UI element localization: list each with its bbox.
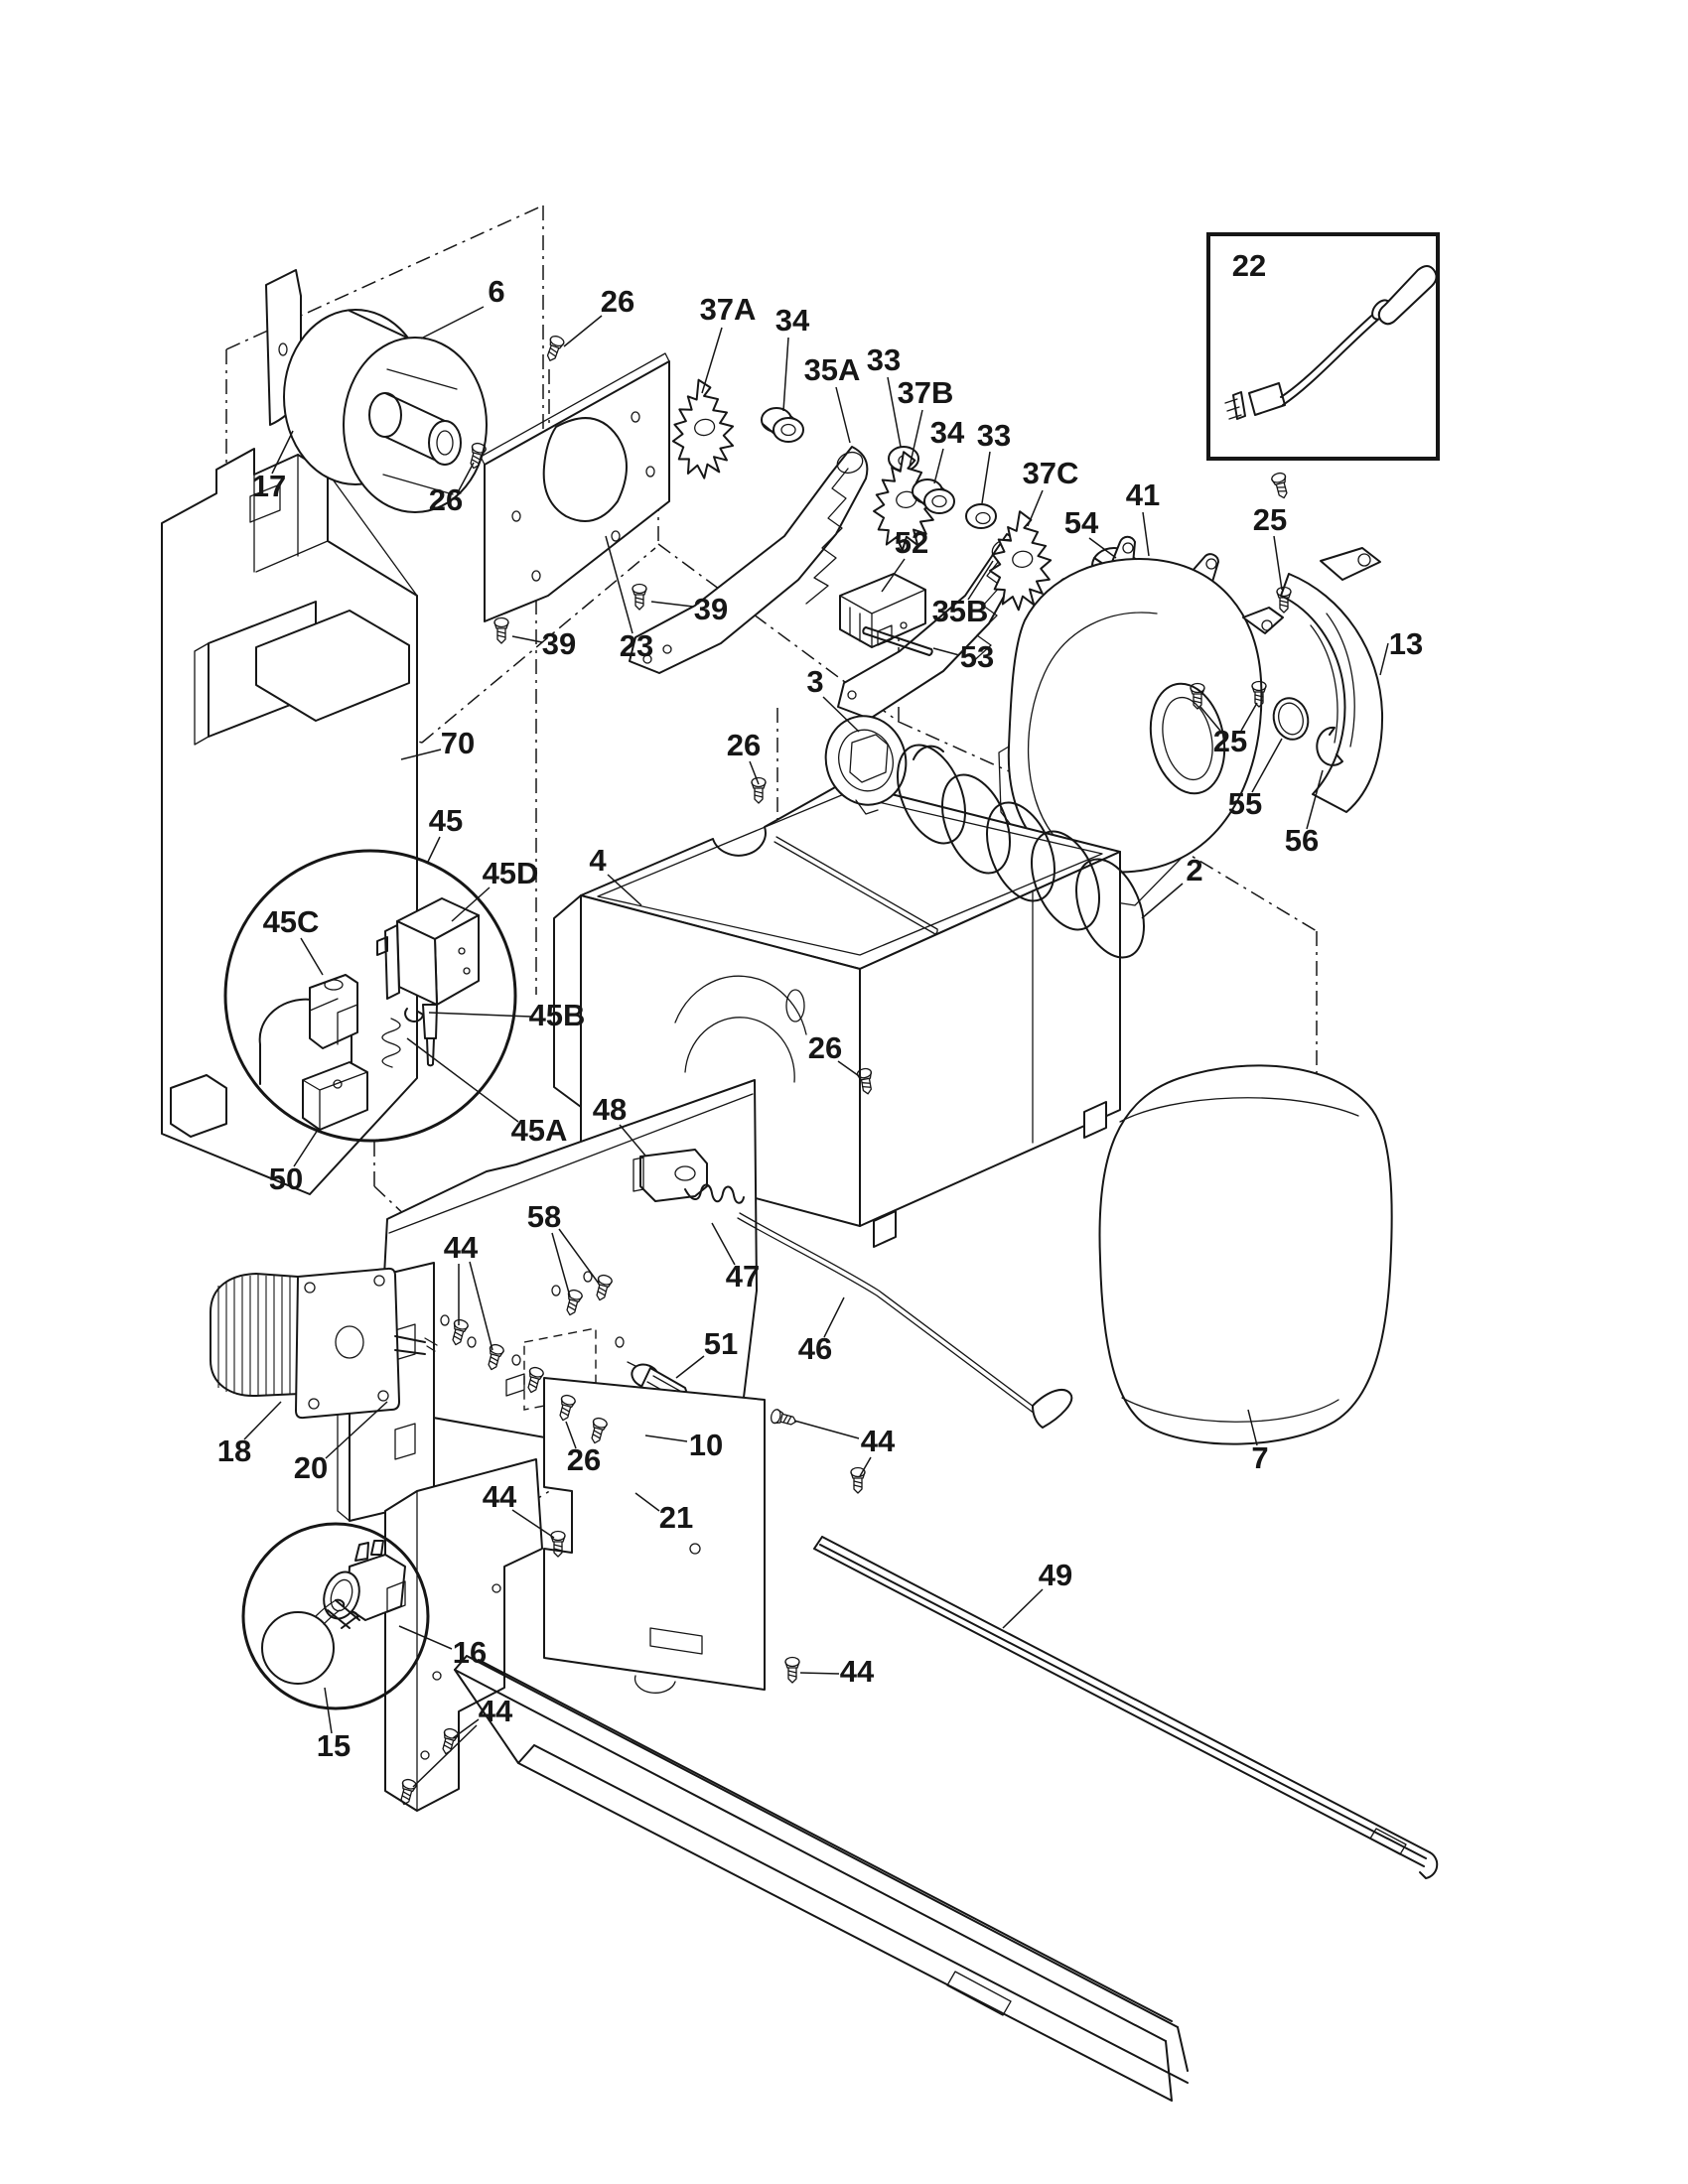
callout-44-40: 44 xyxy=(443,1230,479,1266)
callout-7-56: 7 xyxy=(1251,1440,1269,1476)
leader-line-34-7 xyxy=(934,449,943,483)
leader-line-26-35 xyxy=(750,761,759,784)
callout-33-8: 33 xyxy=(976,418,1012,454)
part-7-dispenser-cover xyxy=(1099,1065,1391,1443)
leader-line-6-0 xyxy=(421,307,484,339)
callout-3-23: 3 xyxy=(806,664,824,700)
callout-6-0: 6 xyxy=(488,274,505,310)
callout-26-37: 26 xyxy=(807,1030,843,1066)
callout-2-36: 2 xyxy=(1186,853,1203,888)
callout-37a-2: 37A xyxy=(699,292,757,328)
part-33-washer xyxy=(966,504,996,528)
callout-45d-29: 45D xyxy=(482,856,539,891)
callout-48-38: 48 xyxy=(592,1092,628,1128)
leader-line-26-1 xyxy=(564,316,602,346)
callout-16-51: 16 xyxy=(452,1635,488,1671)
leader-line-34-3 xyxy=(783,338,788,411)
leader-line-2-36 xyxy=(1142,884,1183,918)
callout-50-33: 50 xyxy=(268,1161,304,1197)
leader-line-44-54 xyxy=(800,1673,839,1674)
callout-20-49: 20 xyxy=(293,1450,329,1486)
part-22-thermistor xyxy=(1225,266,1437,419)
leader-line-39-19 xyxy=(651,602,693,607)
callout-34-3: 34 xyxy=(774,303,810,339)
leader-line-45-28 xyxy=(427,837,440,864)
callout-47-41: 47 xyxy=(725,1259,761,1295)
callout-39-19: 39 xyxy=(693,592,729,627)
part-46-rod xyxy=(738,1213,1071,1428)
callout-26-16: 26 xyxy=(428,482,464,518)
callout-15-52: 15 xyxy=(316,1728,352,1764)
callout-44-50: 44 xyxy=(482,1479,517,1515)
callout-44-54: 44 xyxy=(839,1654,875,1690)
callout-13-14: 13 xyxy=(1388,626,1424,662)
leader-line-44-47 xyxy=(794,1421,859,1438)
callout-58-39: 58 xyxy=(526,1199,562,1235)
leader-line-56-26 xyxy=(1307,770,1323,829)
part-34-spacer xyxy=(762,408,803,442)
leader-line-15-52 xyxy=(325,1688,332,1733)
callout-54-13: 54 xyxy=(1063,505,1099,541)
leader-line-45b-31 xyxy=(429,1013,531,1017)
callout-33-5: 33 xyxy=(866,342,902,378)
callout-39-17: 39 xyxy=(541,626,577,662)
part-23-mounting-plate xyxy=(481,353,669,621)
callout-10-44: 10 xyxy=(688,1428,724,1463)
screw-8 xyxy=(752,778,766,804)
callout-17-15: 17 xyxy=(251,469,287,504)
callout-45a-32: 45A xyxy=(510,1113,568,1149)
leader-line-39-17 xyxy=(512,636,542,642)
callout-55-25: 55 xyxy=(1227,786,1263,822)
part-13-curved-bracket xyxy=(1281,548,1382,812)
callout-45b-31: 45B xyxy=(528,998,586,1033)
leader-line-44-47 xyxy=(860,1457,871,1476)
leader-line-33-8 xyxy=(982,452,990,503)
callout-53-22: 53 xyxy=(959,639,995,675)
callout-44-53: 44 xyxy=(478,1694,513,1729)
part-70-chute-bracket xyxy=(162,449,417,1197)
callout-51-42: 51 xyxy=(703,1326,739,1362)
callout-70-27: 70 xyxy=(440,726,476,761)
callout-26-1: 26 xyxy=(600,284,635,320)
callout-45-28: 45 xyxy=(428,803,464,839)
part-52-coupler xyxy=(840,574,925,647)
part-mid-panel xyxy=(544,1378,765,1693)
callout-49-55: 49 xyxy=(1038,1558,1073,1593)
callout-34-7: 34 xyxy=(929,415,965,451)
callout-21-46: 21 xyxy=(658,1500,694,1536)
callout-25-24: 25 xyxy=(1212,724,1248,759)
leader-line-37c-9 xyxy=(1028,490,1043,526)
part-55-o-ring xyxy=(1269,694,1313,743)
leader-line-25-11 xyxy=(1274,536,1282,590)
screw-18 xyxy=(770,1409,797,1429)
callout-35b-21: 35B xyxy=(931,594,989,629)
callout-37b-6: 37B xyxy=(897,375,954,411)
callout-22-12: 22 xyxy=(1231,248,1267,284)
callout-18-48: 18 xyxy=(216,1433,252,1469)
screw-22 xyxy=(785,1658,799,1684)
leader-line-37a-2 xyxy=(702,328,722,393)
screw-4 xyxy=(1271,472,1291,499)
callout-26-45: 26 xyxy=(566,1442,602,1478)
callout-4-34: 4 xyxy=(589,843,607,879)
leader-line-49-55 xyxy=(1003,1589,1043,1628)
callout-44-47: 44 xyxy=(860,1424,896,1459)
callout-23-18: 23 xyxy=(619,628,654,664)
callout-37c-9: 37C xyxy=(1022,456,1079,491)
callout-52-20: 52 xyxy=(894,525,929,561)
screw-0 xyxy=(543,335,565,363)
callout-45c-30: 45C xyxy=(262,904,320,940)
callout-35a-4: 35A xyxy=(803,352,861,388)
leader-line-23-18 xyxy=(606,536,633,633)
callout-41-10: 41 xyxy=(1125,478,1161,513)
leader-line-41-10 xyxy=(1143,512,1149,556)
callout-46-43: 46 xyxy=(797,1331,833,1367)
screw-2 xyxy=(494,618,508,644)
screw-3 xyxy=(633,585,646,611)
leader-line-13-14 xyxy=(1380,643,1388,675)
callout-26-35: 26 xyxy=(726,728,762,763)
leader-line-35a-4 xyxy=(836,387,850,443)
callout-25-11: 25 xyxy=(1252,502,1288,538)
callout-56-26: 56 xyxy=(1284,823,1320,859)
